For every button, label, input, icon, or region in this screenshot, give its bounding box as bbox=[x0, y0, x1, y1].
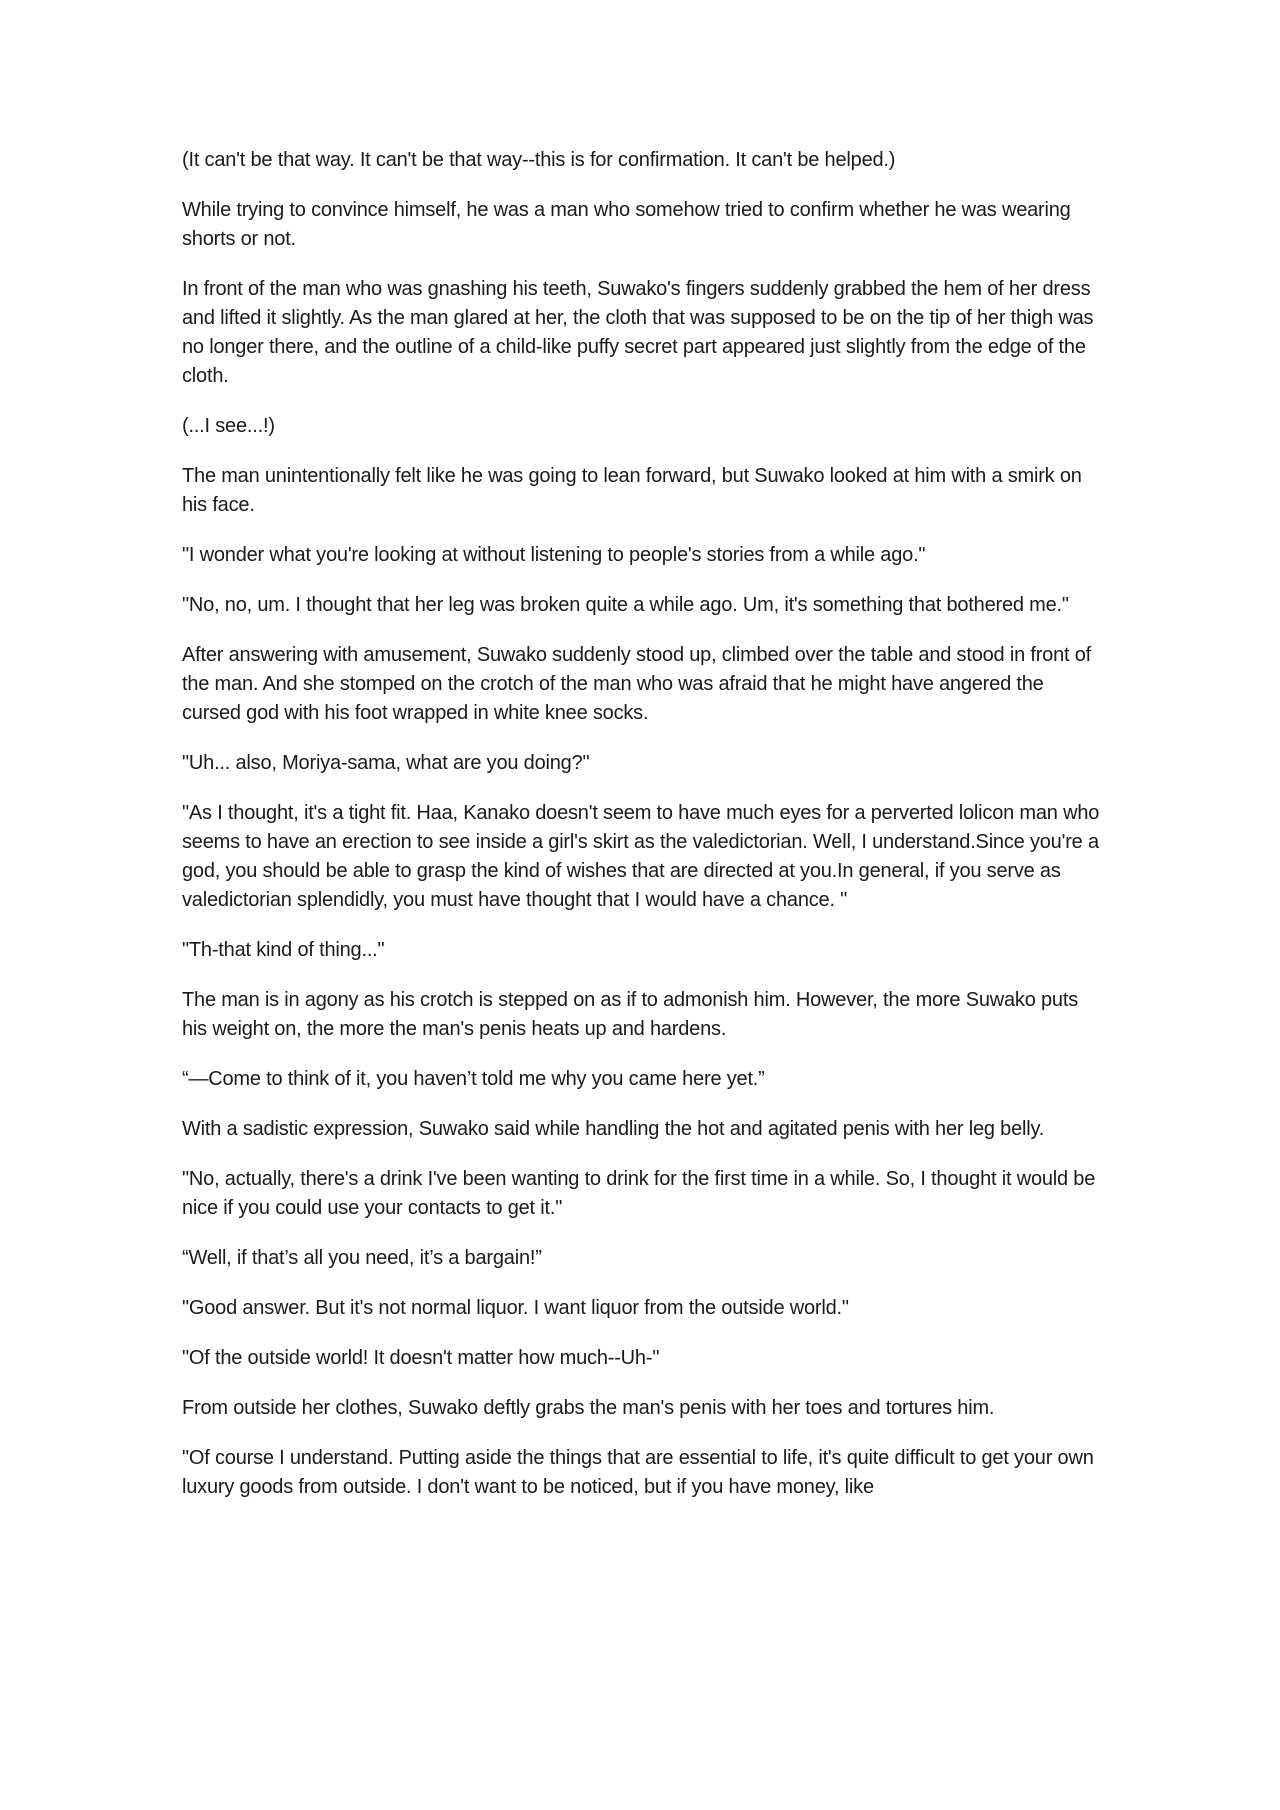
paragraph: "Th-that kind of thing..." bbox=[182, 939, 385, 961]
paragraph: After answering with amusement, Suwako suddenly stood up, climbed over the table and stood in front of the man. And she stomped on the crotch of the man who was afraid that he might have angered the cursed god with his foot wrapped in white knee socks. bbox=[182, 644, 1097, 724]
paragraph: “Well, if that’s all you need, it’s a bargain!” bbox=[182, 1247, 542, 1269]
paragraph: In front of the man who was gnashing his teeth, Suwako's fingers suddenly grabbed the hem of her dress and lifted it slightly. As the man glared at her, the cloth that was supposed to be on the tip of her thigh was no longer there, and the outline of a child-like puffy secret part appeared just slightly from the edge of the cloth. bbox=[182, 278, 1099, 387]
paragraph: "As I thought, it's a tight fit. Haa, Kanako doesn't seem to have much eyes for a perverted lolicon man who seems to have an erection to see inside a girl's skirt as the valedictorian. Well, I understand.Since you're a god, you should be able to grasp the kind of wishes that are directed at you.In general, if you serve as valedictorian splendidly, you must have thought that I would have a chance. " bbox=[182, 802, 1105, 911]
paragraph: With a sadistic expression, Suwako said while handling the hot and agitated penis with her leg belly. bbox=[182, 1118, 1045, 1140]
paragraph: "Uh... also, Moriya-sama, what are you doing?" bbox=[182, 752, 590, 774]
paragraph: “—Come to think of it, you haven’t told me why you came here yet.” bbox=[182, 1068, 765, 1090]
paragraph: (It can't be that way. It can't be that way--this is for confirmation. It can't be helped.) bbox=[182, 149, 896, 171]
paragraph: The man is in agony as his crotch is stepped on as if to admonish him. However, the more Suwako puts his weight on, the more the man's penis heats up and hardens. bbox=[182, 989, 1084, 1040]
paragraph: "No, no, um. I thought that her leg was broken quite a while ago. Um, it's something that bothered me." bbox=[182, 594, 1069, 616]
paragraph: "No, actually, there's a drink I've been wanting to drink for the first time in a while. So, I thought it would be nice if you could use your contacts to get it." bbox=[182, 1168, 1101, 1219]
paragraph: While trying to convince himself, he was a man who somehow tried to confirm whether he was wearing shorts or not. bbox=[182, 199, 1076, 250]
paragraph: "Good answer. But it's not normal liquor. I want liquor from the outside world." bbox=[182, 1297, 849, 1319]
paragraph: The man unintentionally felt like he was going to lean forward, but Suwako looked at him with a smirk on his face. bbox=[182, 465, 1088, 516]
paragraph: From outside her clothes, Suwako deftly grabs the man's penis with her toes and tortures him. bbox=[182, 1397, 995, 1419]
paragraph: "I wonder what you're looking at without listening to people's stories from a while ago." bbox=[182, 544, 926, 566]
paragraph: "Of the outside world! It doesn't matter how much--Uh-" bbox=[182, 1347, 660, 1369]
paragraph: (...I see...!) bbox=[182, 415, 275, 437]
paragraph: "Of course I understand. Putting aside the things that are essential to life, it's quite difficult to get your own luxury goods from outside. I don't want to be noticed, but if you have money, like bbox=[182, 1447, 1099, 1498]
